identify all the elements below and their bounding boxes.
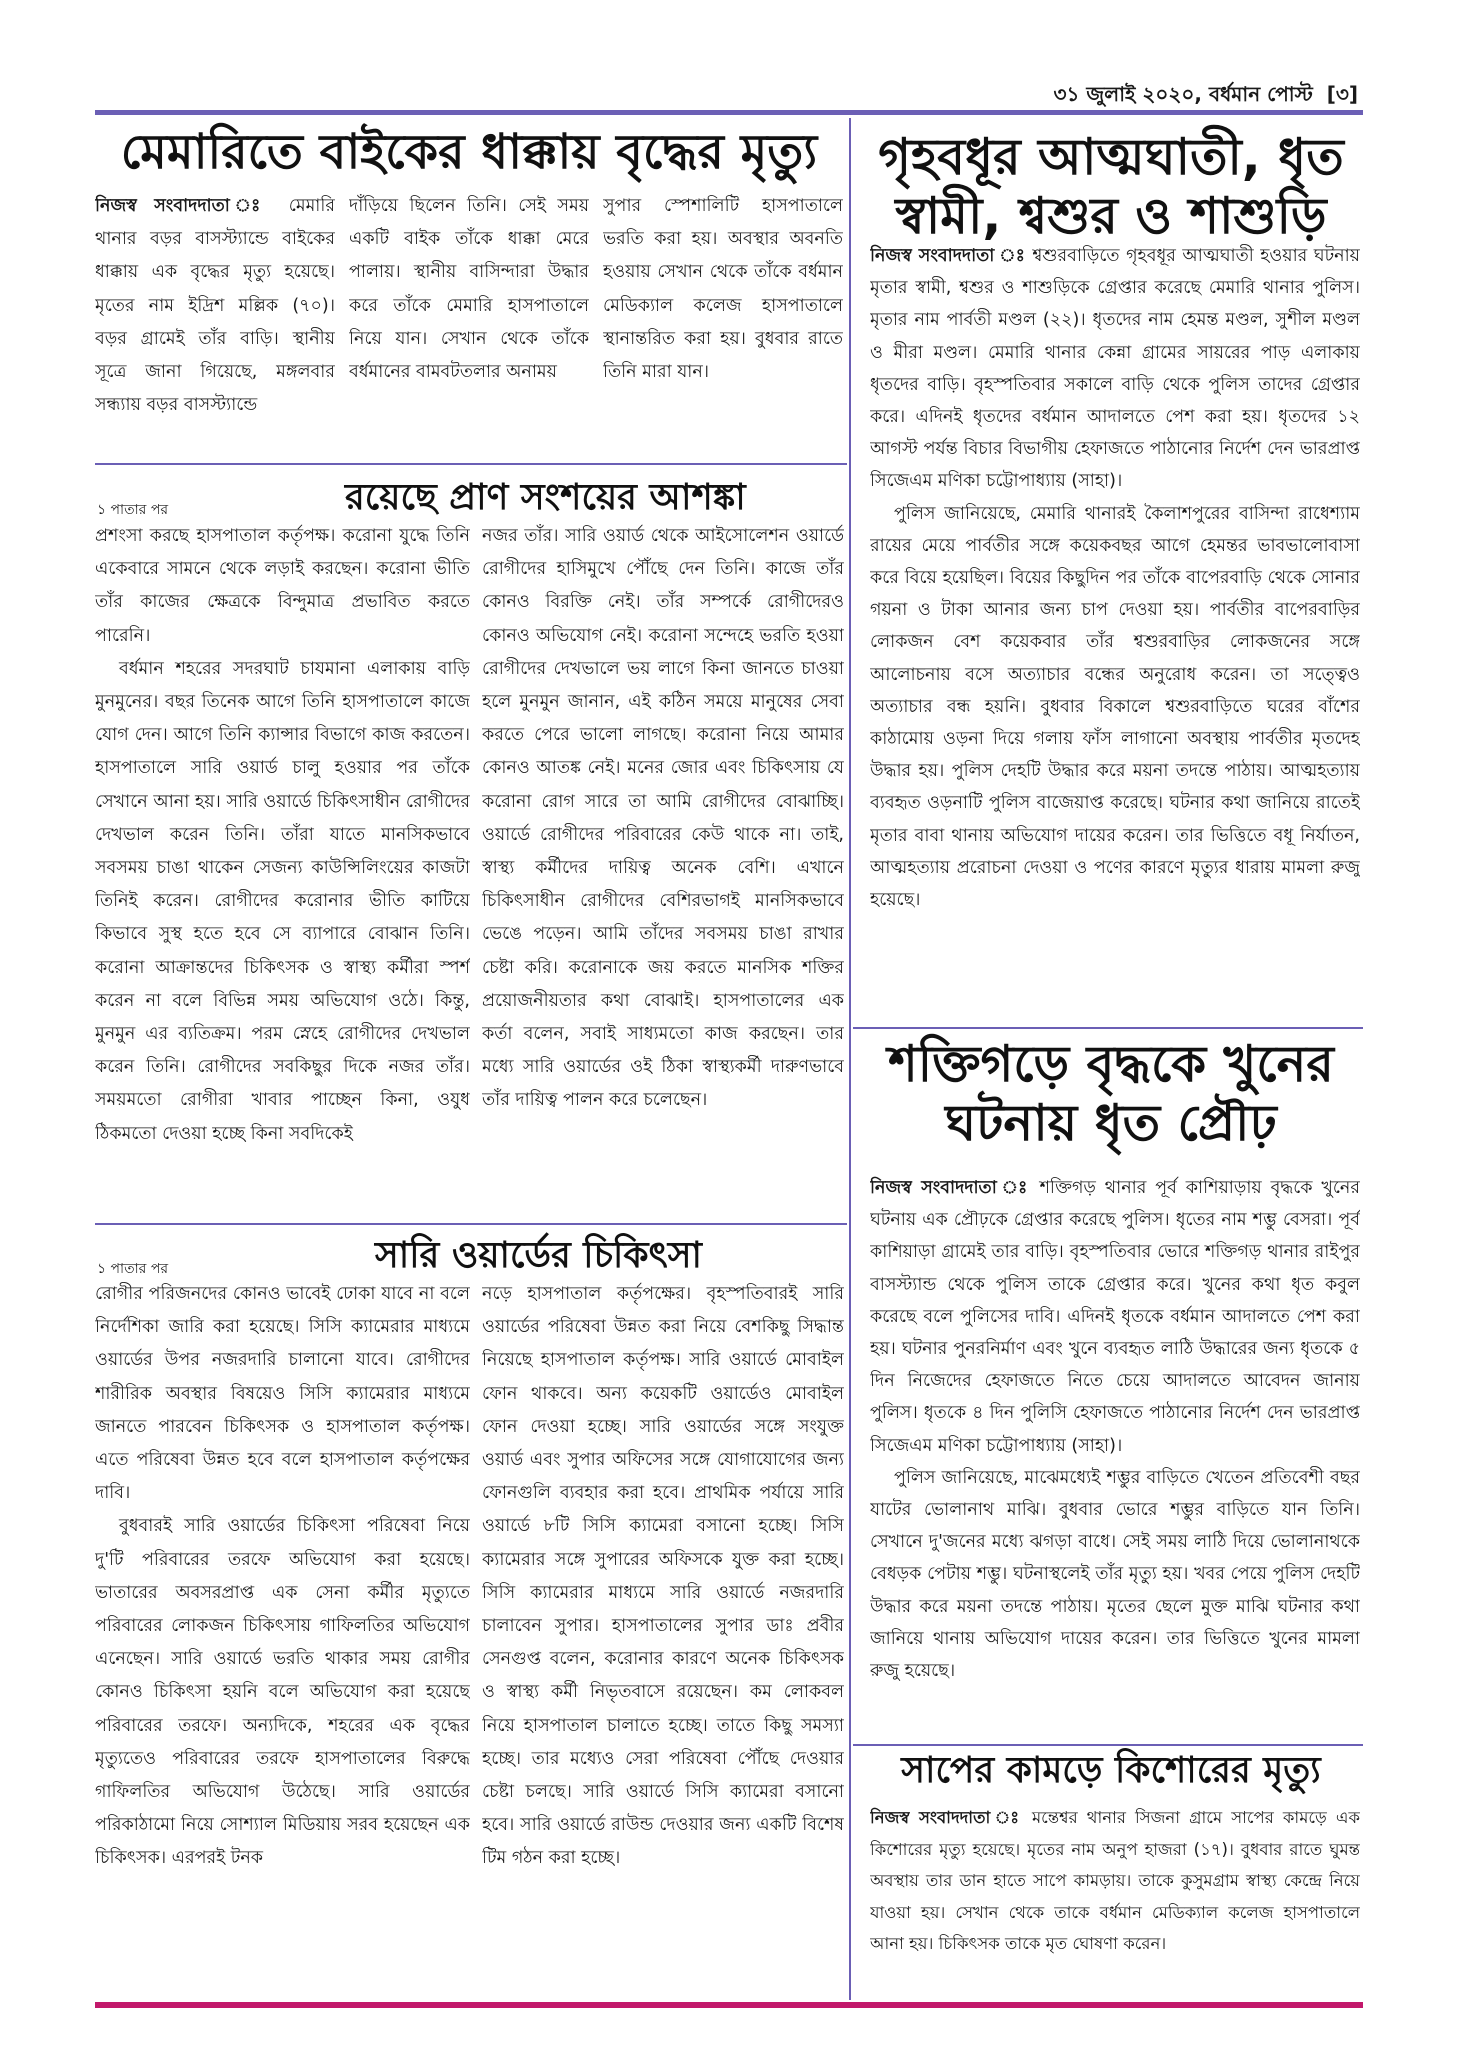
story2-page-ref: ১ পাতার পর [97,502,169,518]
story5-headline-line2: ঘটনায় ধৃত প্রৌঢ় [945,1094,1277,1152]
story1-text-col2: দাঁড়িয়ে ছিলেন তিনি। সেই সময় একটি বাইক তাঁকে ধাক্কা মেরে পালায়। স্থানীয় বাসিন্দারা উদ্ধার করে তাঁকে মেমারি হাসপাতালে নিয়ে যান। সেখান থেকে তাঁকে বর্ধমানের বামবটতলার অনাময় [349,196,589,383]
story3-col2-para1: নড়ে হাসপাতাল কর্তৃপক্ষের। বৃহস্পতিবারই সারি ওয়ার্ডের পরিষেবা উন্নত করা নিয়ে বেশকিছু সিদ্ধান্ত নিয়েছে হাসপাতাল কর্তৃপক্ষ। সারি ওয়ার্ডে মোবাইল ফোন থাকবে। অন্য কয়েকটি ওয়ার্ডেও মোবাইল ফোন দেওয়া হচ্ছে। সারি ওয়ার্ডের সঙ্গে সংযুক্ত ওয়ার্ড এবং সুপার অফিসের সঙ্গে যোগাযোগের জন্য ফোনগুলি ব্যবহার করা হবে। প্রাথমিক পর্যায়ে সারি ওয়ার্ডে ৮টি সিসি ক্যামেরা বসানো হচ্ছে। সিসি ক্যামেরার সঙ্গে সুপারের অফিসকে যুক্ত করা হচ্ছে। সিসি ক্যামেরার মাধ্যমে সারি ওয়ার্ডে নজরদারি চালাবেন সুপার। হাসপাতালের সুপার ডাঃ প্রবীর সেনগুপ্ত বলেন, করোনার কারণে অনেক চিকিৎসক ও স্বাস্থ্য কর্মী নিভৃতবাসে রয়েছেন। কম লোকবল নিয়ে হাসপাতাল চালাতে হচ্ছে। তাতে কিছু সমস্যা হচ্ছে। তার মধ্যেও সেরা পরিষেবা পৌঁছে দেওয়ার চেষ্টা চলছে। সারি ওয়ার্ডে সিসি ক্যামেরা বসানো হবে। সারি ওয়ার্ডে রাউন্ড দেওয়ার জন্য একটি বিশেষ টিম গঠন করা হচ্ছে। [482,1284,844,1869]
footer-rule [95,2002,1363,2008]
byline: নিজস্ব সংবাদদাতা ঃ [870,1808,1023,1827]
story4-para1: শ্বশুরবাড়িতে গৃহবধূর আত্মঘাতী হওয়ার ঘটনায় মৃতার স্বামী, শ্বশুর ও শাশুড়িকে গ্রেপ্তার করেছে মেমারি থানার পুলিস। মৃতার নাম পার্বতী মণ্ডল (২২)। ধৃতদের নাম হেমন্ত মণ্ডল, সুশীল মণ্ডল ও মীরা মণ্ডল। মেমারি থানার কেন্না গ্রামের সায়রের পাড় এলাকায় ধৃতদের বাড়ি। বৃহস্পতিবার সকালে বাড়ি থেকে পুলিস তাদের গ্রেপ্তার করে। এদিনই ধৃতদের বর্ধমান আদালতে পেশ করা হয়। ধৃতদের ১২ আগস্ট পর্যন্ত বিচার বিভাগীয় হেফাজতে পাঠানোর নির্দেশ দেন ভারপ্রাপ্ত সিজেএম মণিকা চট্টোপাধ্যায় (সাহা)। [870,246,1360,492]
story2-col1-para1: প্রশংসা করছে হাসপাতাল কর্তৃপক্ষ। করোনা যুদ্ধে তিনি একেবারে সামনে থেকে লড়াই করছেন। করোনা ভীতি তাঁর কাজের ক্ষেত্রকে বিন্দুমাত্র প্রভাবিত করতে পারেনি। [95,526,470,646]
story5-headline-line1: শক্তিগড়ে বৃদ্ধকে খুনের [888,1035,1334,1093]
masthead-paper: বর্ধমান পোস্ট [1208,82,1313,106]
story2-col2 [482,520,844,1220]
story1-col1 [95,190,335,422]
story5-para1: শক্তিগড় থানার পূর্ব কাশিয়াড়ায় বৃদ্ধকে খুনের ঘটনায় এক প্রৌঢ়কে গ্রেপ্তার করেছে পুলিস। ধৃতের নাম শম্ভু বেসরা। পূর্ব কাশিয়াড়া গ্রামেই তার বাড়ি। বৃহস্পতিবার ভোরে শক্তিগড় থানার রাইপুর বাসস্ট্যান্ড থেকে পুলিস তাকে গ্রেপ্তার করে। খুনের কথা ধৃত কবুল করেছে বলে পুলিসের দাবি। এদিনই ধৃতকে বর্ধমান আদালতে পেশ করা হয়। ঘটনার পুনরনির্মাণ এবং খুনে ব্যবহৃত লাঠি উদ্ধারের জন্য ধৃতকে ৫ দিন নিজেদের হেফাজতে নিতে চেয়ে আদালতে আবেদন জানায় পুলিস। ধৃতকে ৪ দিন পুলিসি হেফাজতে পাঠানোর নির্দেশ দেন ভারপ্রাপ্ত সিজেএম মণিকা চট্টোপাধ্যায় (সাহা)। [870,1178,1360,1456]
story2-headline: রয়েছে প্রাণ সংশয়ের আশঙ্কা [345,477,746,518]
masthead-date: ৩১ জুলাই ২০২০ [1053,82,1195,106]
story2-col1-para2: বর্ধমান শহরের সদরঘাট চাযমানা এলাকায় বাড়ি মুনমুনের। বছর তিনেক আগে তিনি হাসপাতালে কাজে যোগ দেন। আগে তিনি ক্যান্সার বিভাগে কাজ করতেন। হাসপাতালে সারি ওয়ার্ড চালু হওয়ার পর তাঁকে সেখানে আনা হয়। সারি ওয়ার্ডে চিকিৎসাধীন রোগীদের দেখভাল করেন তিনি। তাঁরা যাতে মানসিকভাবে সবসময় চাঙা থাকেন সেজন্য কাউন্সিলিংয়ের কাজটা তিনিই করেন। রোগীদের করোনার ভীতি কাটিয়ে কিভাবে সুস্থ হতে হবে সে ব্যাপারে বোঝান তিনি। করোনা আক্রান্তদের চিকিৎসক ও স্বাস্থ্য কর্মীরা স্পর্শ করেন না বলে বিভিন্ন সময় অভিযোগ ওঠে। কিন্তু, মুনমুন এর ব্যতিক্রম। পরম স্নেহে রোগীদের দেখভাল করেন তিনি। রোগীদের সবকিছুর দিকে নজর তাঁর। সময়মতো রোগীরা খাবার পাচ্ছেন কিনা, ওযুধ ঠিকমতো দেওয়া হচ্ছে কিনা সবদিকেই [95,658,470,1144]
column-divider [849,118,851,2000]
story5-para2: পুলিস জানিয়েছে, মাঝেমধ্যেই শম্ভুর বাড়িতে খেতেন প্রতিবেশী বছর যাটের ভোলানাথ মাঝি। বুধবার ভোরে শম্ভুর বাড়িতে যান তিনি। সেখানে দু'জনের মধ্যে ঝগড়া বাধে। সেই সময় লাঠি দিয়ে ভোলানাথকে বেধড়ক পেটায় শম্ভু। ঘটনাস্থলেই তাঁর মৃত্যু হয়। খবর পেয়ে পুলিস দেহটি উদ্ধার করে ময়না তদন্তে পাঠায়। মৃতের ছেলে মুক্ত মাঝি ঘটনার কথা জানিয়ে থানায় অভিযোগ দায়ের করেন। তার ভিত্তিতে খুনের মামলা রুজু হয়েছে। [870,1467,1360,1682]
story3-page-ref: ১ পাতার পর [97,1261,169,1277]
story1-col3 [603,190,843,389]
story2-col1 [95,520,470,1220]
story4-headline-line2: স্বামী, শ্বশুর ও শাশুড়ি [895,187,1327,245]
story4-headline-line1: গৃহবধূর আত্মঘাতী, ধৃত [878,128,1344,186]
story3-col1-para2: বুধবারই সারি ওয়ার্ডের চিকিৎসা পরিষেবা নিয়ে দু'টি পরিবারের তরফে অভিযোগ করা হয়েছে। ভাতারের অবসরপ্রাপ্ত এক সেনা কর্মীর মৃত্যুতে পরিবারের লোকজন চিকিৎসায় গাফিলতির অভিযোগ এনেছেন। সারি ওয়ার্ডে ভরতি থাকার সময় রোগীর কোনও চিকিৎসা হয়নি বলে অভিযোগ করা হয়েছে পরিবারের তরফে। অন্যদিকে, শহরের এক বৃদ্ধের মৃত্যুতেও পরিবারের তরফে হাসপাতালের বিরুদ্ধে গাফিলতির অভিযোগ উঠেছে। সারি ওয়ার্ডের পরিকাঠামো নিয়ে সোশ্যাল মিডিয়ায় সরব হয়েছেন এক চিকিৎসক। এরপরই টনক [95,1516,470,1869]
story4-rule [853,1027,1363,1029]
story4-headline [856,128,1366,246]
story1-text-col3: সুপার স্পেশালিটি হাসপাতালে ভরতি করা হয়। অবস্থার অবনতি হওয়ায় সেখান থেকে তাঁকে বর্ধমান মেডিক্যাল কলেজ হাসপাতালে স্থানান্তরিত করা হয়। বুধবার রাতে তিনি মারা যান। [603,196,843,383]
story3-col2 [482,1278,844,1978]
story3-headline: সারি ওয়ার্ডের চিকিৎসা [375,1235,702,1276]
story5-headline [856,1035,1366,1153]
story3-col1 [95,1278,470,1978]
story1-col2 [349,190,589,389]
byline: নিজস্ব সংবাদদাতা ঃ [95,196,272,216]
story6-para1: মন্তেশ্বর থানার সিজনা গ্রামে সাপের কামড়ে এক কিশোরের মৃত্যু হয়েছে। মৃতের নাম অনুপ হাজরা (১৭)। বুধবার রাতে ঘুমন্ত অবস্থায় তার ডান হাতে সাপে কামড়ায়। তাকে কুসুমগ্রাম স্বাস্থ্য কেন্দ্রে নিয়ে যাওয়া হয়। সেখান থেকে তাকে বর্ধমান মেডিক্যাল কলেজ হাসপাতালে আনা হয়। চিকিৎসক তাকে মৃত ঘোষণা করেন। [870,1808,1360,1954]
story3-col1-para1: রোগীর পরিজনদের কোনও ভাবেই ঢোকা যাবে না বলে নির্দেশিকা জারি করা হয়েছে। সিসি ক্যামেরার মাধ্যমে ওয়ার্ডের উপর নজরদারি চালানো যাবে। রোগীদের শারীরিক অবস্থার বিষয়েও সিসি ক্যামেরার মাধ্যমে জানতে পারবেন চিকিৎসক ও হাসপাতাল কর্তৃপক্ষ। এতে পরিষেবা উন্নত হবে বলে হাসপাতাল কর্তৃপক্ষের দাবি। [95,1284,470,1504]
byline: নিজস্ব সংবাদদাতা ঃ [870,1178,1031,1198]
story1-rule [95,463,847,465]
story5-body [870,1172,1360,1739]
story6-body [870,1802,1360,1992]
masthead: ৩১ জুলাই ২০২০, বর্ধমান পোস্ট [৩] [1053,82,1358,106]
story1-headline: মেমারিতে বাইকের ধাক্কায় বৃদ্ধের মৃত্যু [120,124,818,180]
story2-col2-para1: নজর তাঁর। সারি ওয়ার্ড থেকে আইসোলেশন ওয়ার্ডে রোগীদের হাসিমুখে পৌঁছে দেন তিনি। কাজে তাঁর কোনও বিরক্তি নেই। তাঁর সম্পর্কে রোগীদেরও কোনও অভিযোগ নেই। করোনা সন্দেহে ভরতি হওয়া রোগীদের দেখভালে ভয় লাগে কিনা জানতে চাওয়া হলে মুনমুন জানান, এই কঠিন সময়ে মানুষের সেবা করতে পেরে ভালো লাগছে। করোনা নিয়ে আমার কোনও আতঙ্ক নেই। মনের জোর এবং চিকিৎসায় যে করোনা রোগ সারে তা আমি রোগীদের বোঝাচ্ছি। ওয়ার্ডে রোগীদের পরিবারের কেউ থাকে না। তাই, স্বাস্থ্য কর্মীদের দায়িত্ব অনেক বেশি। এখানে চিকিৎসাধীন রোগীদের বেশিরভাগই মানসিকভাবে ভেঙে পড়েন। আমি তাঁদের সবসময় চাঙা রাখার চেষ্টা করি। করোনাকে জয় করতে মানসিক শক্তির প্রয়োজনীয়তার কথা বোঝাই। হাসপাতালের এক কর্তা বলেন, সবাই সাধ্যমতো কাজ করছেন। তার মধ্যে সারি ওয়ার্ডের ওই ঠিকা স্বাস্থ্যকর্মী দারুণভাবে তাঁর দায়িত্ব পালন করে চলেছেন। [482,526,844,1111]
story6-headline: সাপের কামড়ে কিশোরের মৃত্যু [901,1750,1321,1791]
story1-text-col1: মেমারি থানার বড়র বাসস্ট্যান্ডে বাইকের ধাক্কায় এক বৃদ্ধের মৃত্যু হয়েছে। মৃতের নাম ইদ্রিশ মল্লিক (৭০)। বড়র গ্রামেই তাঁর বাড়ি। স্থানীয় সূত্রে জানা গিয়েছে, মঙ্গলবার সন্ধ্যায় বড়র বাসস্ট্যান্ডে [95,196,335,416]
header-rule [95,110,1363,115]
story5-rule [853,1744,1363,1746]
byline: নিজস্ব সংবাদদাতা ঃ [870,246,1026,266]
story4-para2: পুলিস জানিয়েছে, মেমারি থানারই কৈলাশপুরের বাসিন্দা রাধেশ্যাম রায়ের মেয়ে পার্বতীর সঙ্গে কয়েকবছর আগে হেমন্তর ভাবভালোবাসা করে বিয়ে হয়েছিল। বিয়ের কিছুদিন পর তাঁকে বাপেরবাড়ি থেকে সোনার গয়না ও টাকা আনার জন্য চাপ দেওয়া হয়। পার্বতীর বাপেরবাড়ির লোকজন বেশ কয়েকবার তাঁর শ্বশুরবাড়ির লোকজনের সঙ্গে আলোচনায় বসে অত্যাচার বন্ধের অনুরোধ করেন। তা সত্ত্বেও অত্যাচার বন্ধ হয়নি। বুধবার বিকালে শ্বশুরবাড়িতে ঘরের বাঁশের কাঠামোয় ওড়না দিয়ে গলায় ফাঁস লাগানো অবস্থায় পার্বতীর মৃতদেহ উদ্ধার হয়। পুলিস দেহটি উদ্ধার করে ময়না তদন্তে পাঠায়। আত্মহত্যায় ব্যবহৃত ওড়নাটি পুলিস বাজেয়াপ্ত করেছে। ঘটনার কথা জানিয়ে রাতেই মৃতার বাবা থানায় অভিযোগ দায়ের করেন। তার ভিত্তিতে বধূ নির্যাতন, আত্মহত্যায় প্ররোচনা দেওয়া ও পণের কারণে মৃত্যুর ধারায় মামলা রুজু হয়েছে। [870,503,1360,911]
story4-body [870,240,1360,1020]
story2-rule [95,1223,847,1225]
page-number: [৩] [1326,82,1358,106]
